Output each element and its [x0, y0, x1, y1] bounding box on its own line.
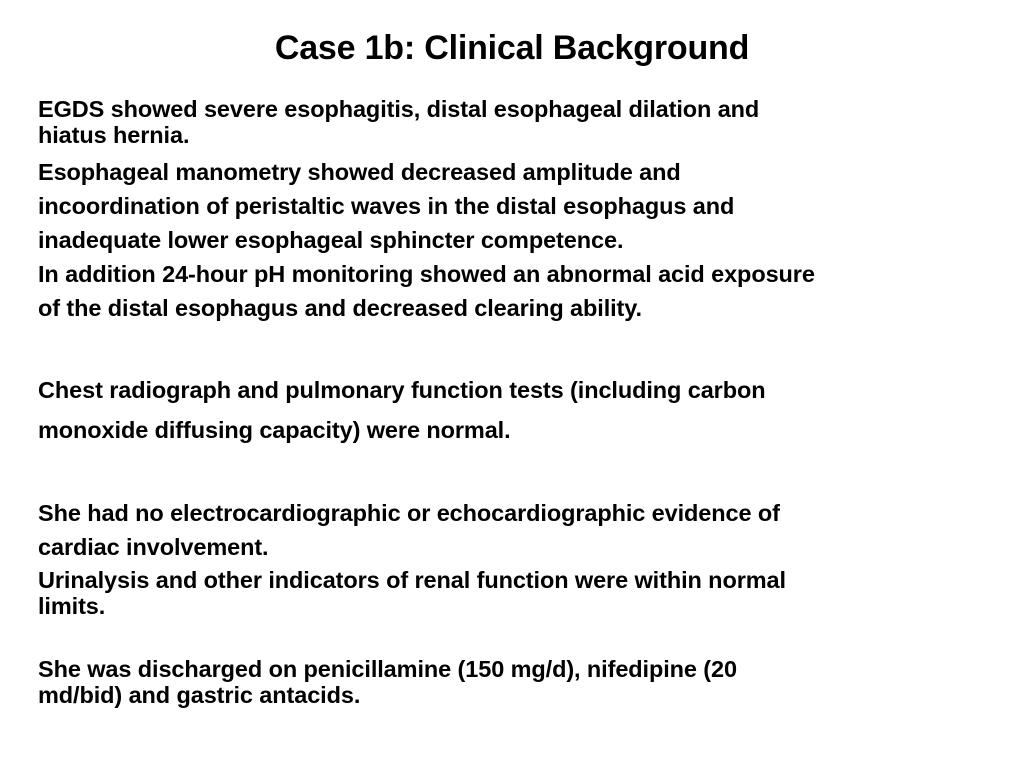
discharge-paragraph: [38, 656, 998, 708]
chest-line-2: monoxide diffusing capacity) were normal.: [38, 417, 511, 443]
manometry-line-2: incoordination of peristaltic waves in the distal esophagus and: [38, 193, 735, 219]
slide-title: Case 1b: Clinical Background: [274, 29, 750, 67]
ph-monitoring-paragraph: [38, 257, 998, 325]
cardiac-line-2: cardiac involvement.: [38, 534, 269, 560]
urinalysis-line-1: Urinalysis and other indicators of renal function were within normal: [38, 567, 786, 593]
discharge-line-2: md/bid) and gastric antacids.: [38, 682, 361, 708]
manometry-paragraph: [38, 155, 998, 257]
chest-radiograph-paragraph: [38, 370, 998, 450]
cardiac-paragraph: [38, 496, 998, 564]
egds-line-2: hiatus hernia.: [38, 122, 190, 148]
discharge-line-1: She was discharged on penicillamine (150 mg/d), nifedipine (20: [38, 656, 737, 682]
egds-paragraph: [38, 96, 998, 148]
manometry-line-1: Esophageal manometry showed decreased amplitude and: [38, 159, 681, 185]
ph-line-1: In addition 24-hour pH monitoring showed an abnormal acid exposure: [38, 261, 815, 287]
egds-line-1: EGDS showed severe esophagitis, distal esophageal dilation and: [38, 96, 760, 122]
chest-line-1: Chest radiograph and pulmonary function tests (including carbon: [38, 377, 766, 403]
urinalysis-paragraph: [38, 567, 998, 619]
cardiac-line-1: She had no electrocardiographic or echocardiographic evidence of: [38, 500, 780, 526]
ph-line-2: of the distal esophagus and decreased clearing ability.: [38, 295, 642, 321]
manometry-line-3: inadequate lower esophageal sphincter competence.: [38, 227, 624, 253]
urinalysis-line-2: limits.: [38, 593, 106, 619]
